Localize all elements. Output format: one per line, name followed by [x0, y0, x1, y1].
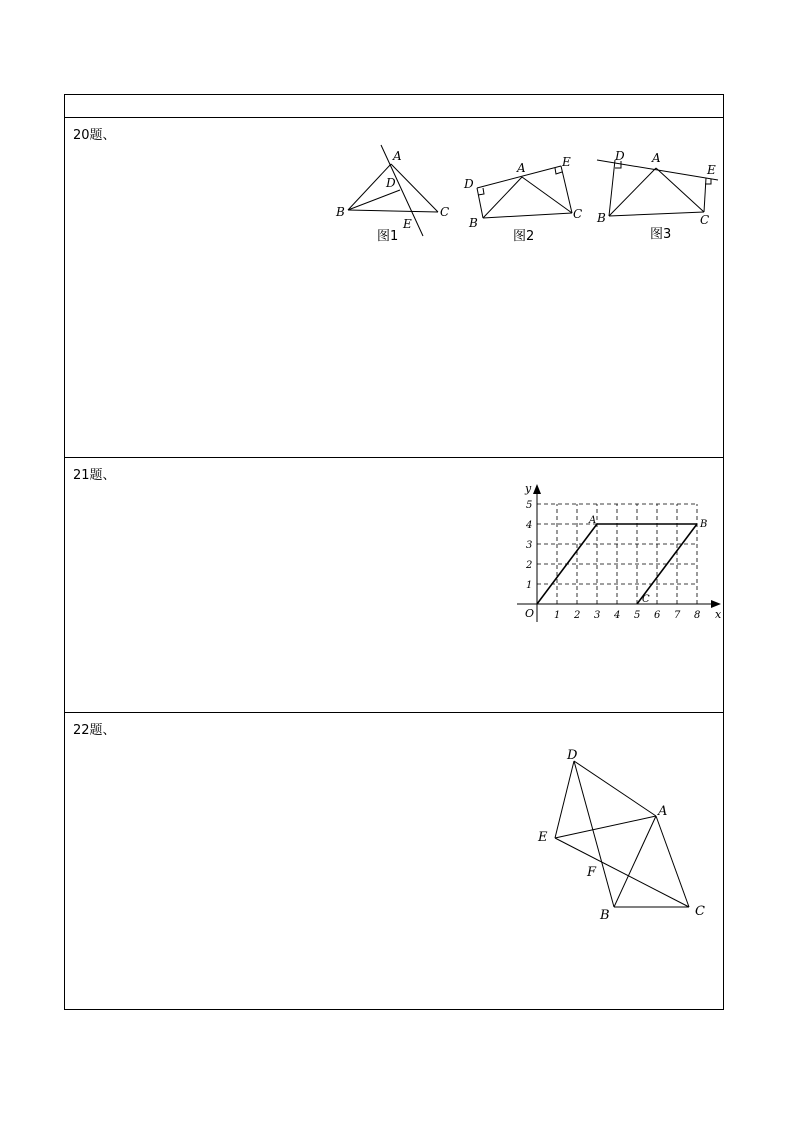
- question-22-label: 22题、: [73, 723, 116, 738]
- x-tick-label: 6: [654, 610, 661, 621]
- origin-label: O: [525, 607, 535, 620]
- fig1-point-C: C: [440, 205, 450, 219]
- point-A-label: A: [589, 515, 597, 526]
- x-axis-label: x: [715, 608, 722, 621]
- y-tick-label: 4: [526, 520, 533, 531]
- q20-figure-1: [331, 142, 451, 252]
- q22-point-E: E: [538, 830, 548, 845]
- q22-point-A: A: [658, 804, 668, 819]
- fig1-point-A: A: [393, 149, 402, 163]
- fig2-point-A: A: [517, 161, 526, 175]
- fig1-point-B: B: [336, 205, 345, 219]
- q22-point-B: B: [600, 908, 610, 923]
- fig3-point-E: E: [707, 163, 716, 177]
- question-20-cell: [65, 117, 723, 457]
- fig3-point-C: C: [700, 213, 710, 227]
- x-tick-label: 3: [594, 610, 601, 621]
- fig1-point-D: D: [386, 176, 396, 190]
- fig2-caption: 图2: [513, 229, 535, 244]
- fig3-caption: 图3: [650, 227, 672, 242]
- point-C-label: C: [642, 594, 650, 605]
- q22-point-F: F: [587, 865, 597, 880]
- fig1-caption: 图1: [377, 229, 399, 244]
- fig2-point-E: E: [562, 155, 571, 169]
- fig2-point-B: B: [469, 216, 478, 230]
- point-B-label: B: [700, 519, 708, 530]
- x-tick-label: 1: [554, 610, 561, 621]
- y-tick-label: 5: [526, 500, 533, 511]
- q22-figure: [531, 743, 721, 923]
- y-axis-arrow: [533, 484, 541, 494]
- q20-figure-2: [461, 154, 591, 254]
- x-tick-label: 4: [614, 610, 621, 621]
- question-table: [64, 94, 724, 1010]
- x-tick-label: 2: [574, 610, 581, 621]
- y-tick-label: 2: [526, 560, 533, 571]
- q21-coordinate-graph: [513, 484, 723, 634]
- y-tick-label: 3: [526, 540, 533, 551]
- y-axis-label: y: [525, 482, 532, 495]
- fig1-point-E: E: [403, 217, 412, 231]
- fig2-point-C: C: [573, 207, 583, 221]
- y-tick-label: 1: [526, 580, 533, 591]
- x-tick-label: 7: [674, 610, 681, 621]
- fig2-point-D: D: [464, 177, 474, 191]
- question-21-label: 21题、: [73, 468, 116, 483]
- question-21-cell: [65, 457, 723, 712]
- question-22-cell: [65, 712, 723, 1010]
- question-20-label: 20题、: [73, 128, 116, 143]
- fig3-point-B: B: [597, 211, 606, 225]
- x-tick-label: 5: [634, 610, 641, 621]
- q20-figure-3: [593, 148, 723, 248]
- fig3-point-D: D: [615, 149, 625, 163]
- q22-point-D: D: [567, 748, 578, 763]
- x-tick-label: 8: [694, 610, 701, 621]
- header-row: [65, 95, 723, 117]
- x-axis-arrow: [711, 600, 721, 608]
- q22-point-C: C: [695, 904, 705, 919]
- fig3-point-A: A: [652, 151, 661, 165]
